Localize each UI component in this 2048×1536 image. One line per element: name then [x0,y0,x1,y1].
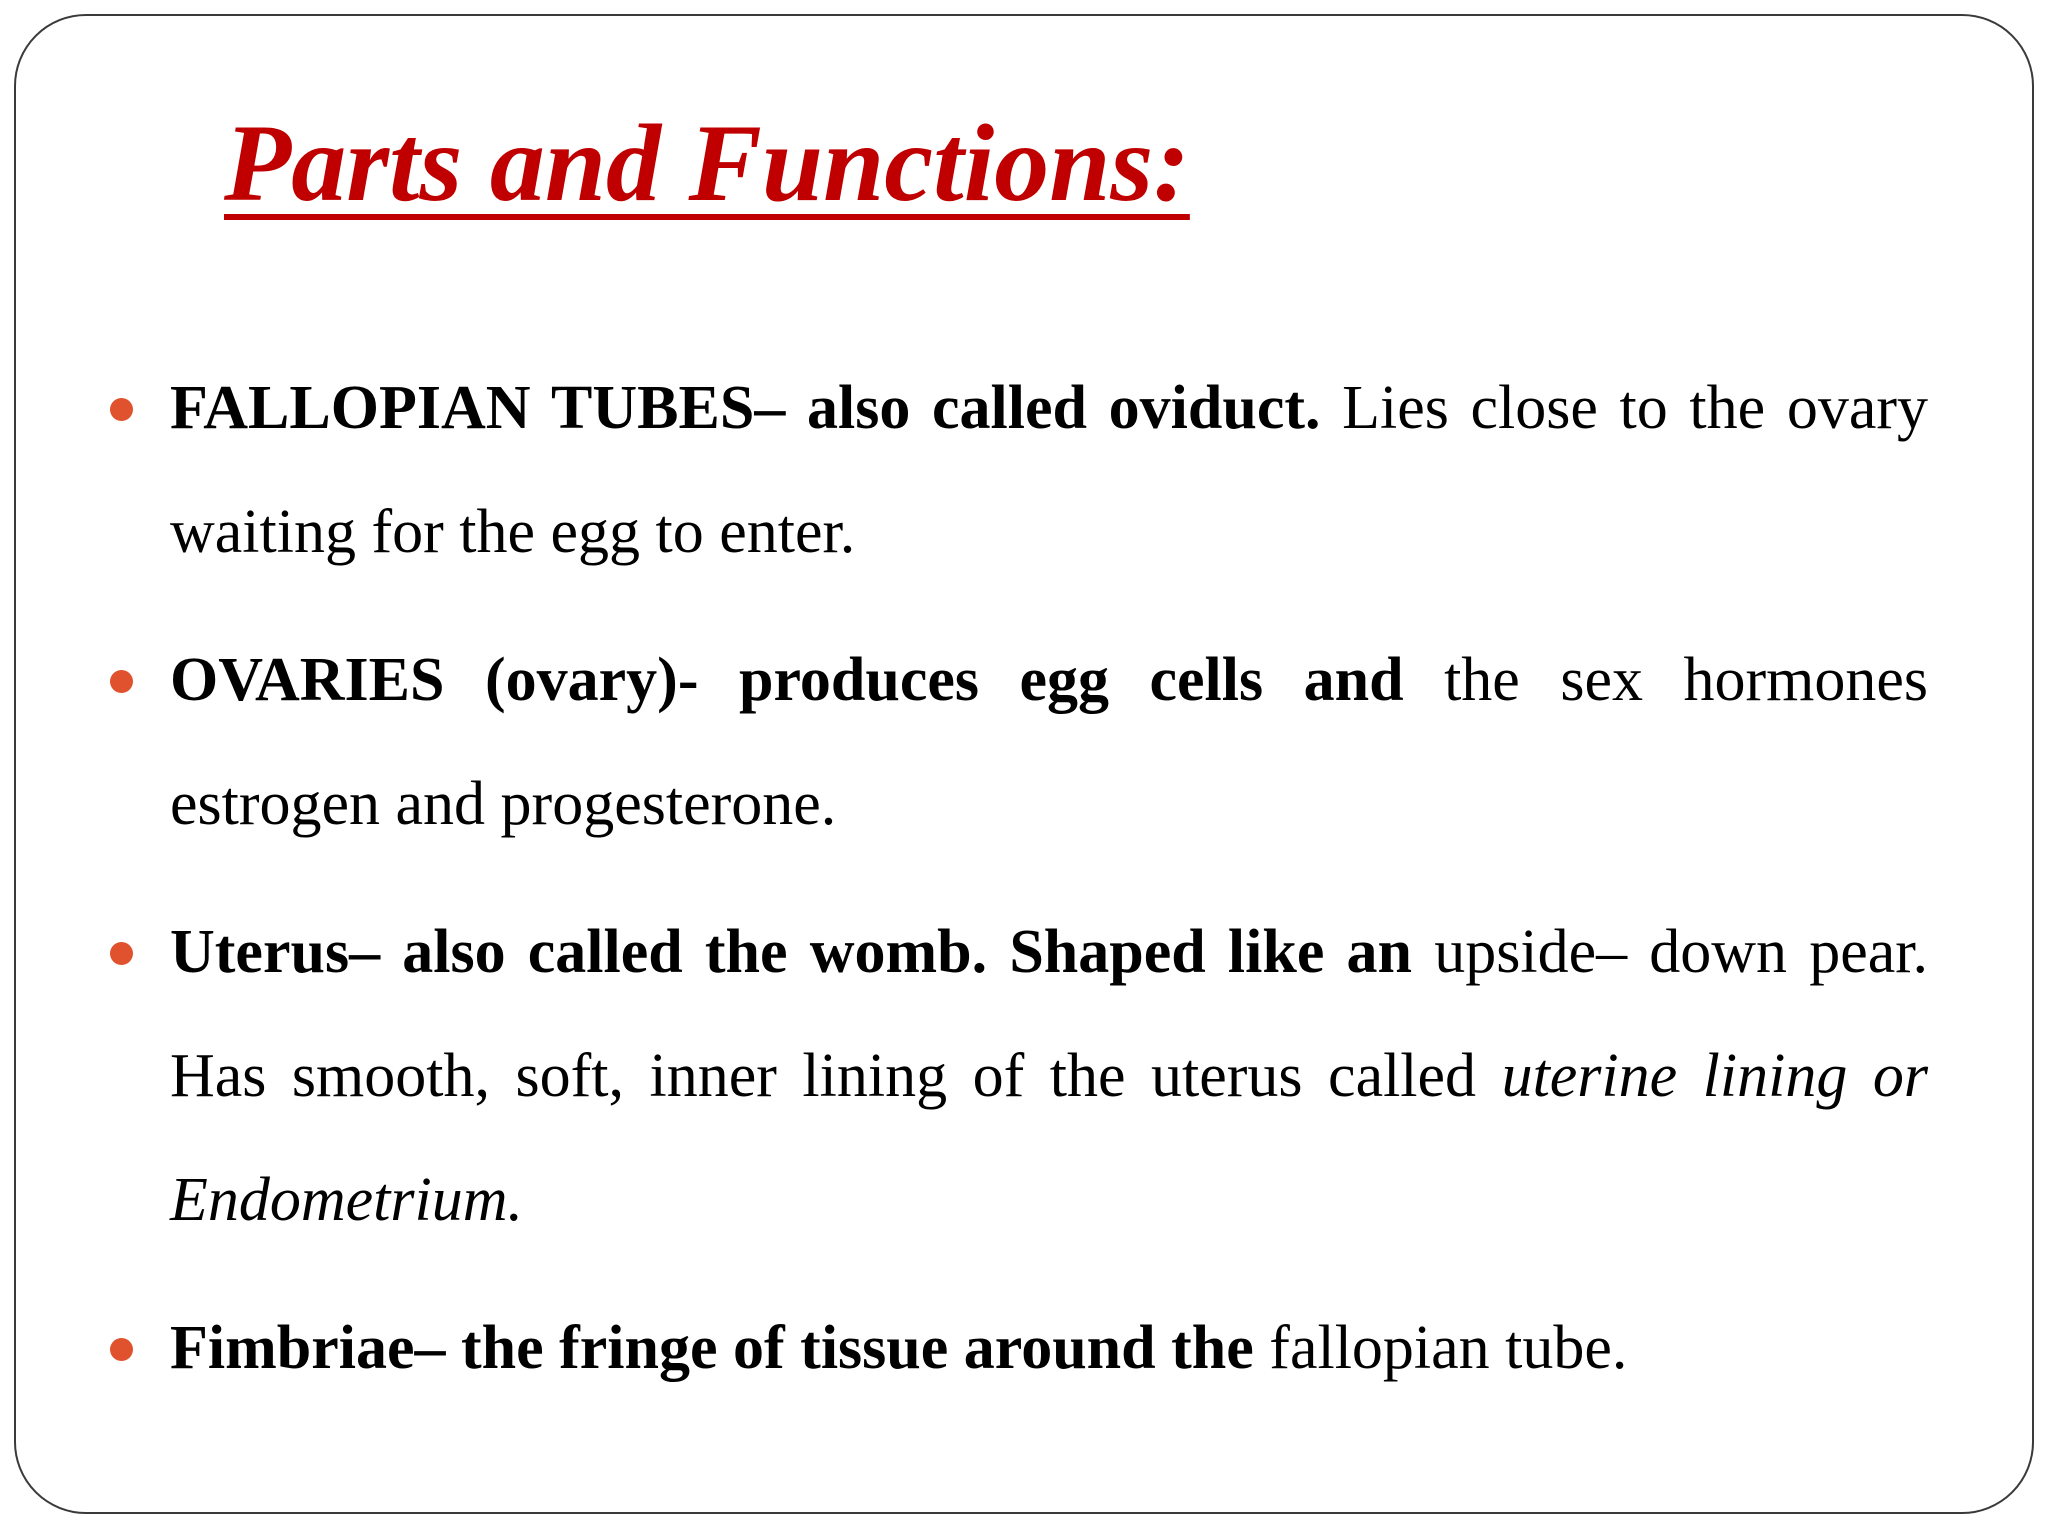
bullet-item-fallopian-tubes [108,346,1928,594]
bullet-item-uterus [108,890,1928,1262]
bullet-term: FALLOPIAN TUBES– also called oviduct. [170,374,1321,442]
bullet-italic-term: uterine lining or Endometrium. [170,1042,1929,1234]
slide-title: Parts and Functions: [224,102,1190,224]
bullet-dot-icon [110,398,133,421]
bullet-description: fallopian tube. [1253,1314,1628,1382]
bullet-dot-icon [110,670,133,693]
bullet-description: upside– down pear. Has smooth, soft, inner lining of the uterus called [170,918,1928,1110]
bullet-term: Fimbriae– the fringe of tissue around the [170,1314,1254,1382]
bullet-item-fimbriae [108,1286,1928,1410]
bullet-item-ovaries [108,618,1928,866]
bullet-term: Uterus– also called the womb. Shaped like an [170,918,1413,986]
bullet-list [108,346,1928,1434]
bullet-dot-icon [110,1338,133,1361]
bullet-term: OVARIES (ovary)- produces egg cells and [170,646,1404,714]
bullet-description: Lies close to the ovary waiting for the egg to enter. [170,374,1928,566]
bullet-description: the sex hormones estrogen and progesterone. [170,646,1928,838]
bullet-dot-icon [110,942,133,965]
